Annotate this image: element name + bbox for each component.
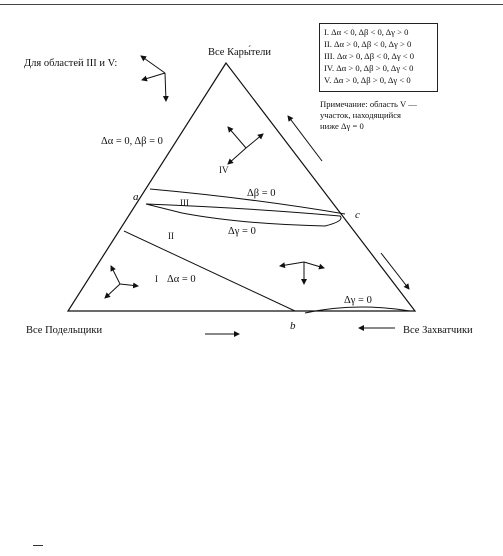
note-line-1: Примечание: область V — xyxy=(320,99,417,109)
condition-outer: Δα = 0, Δβ = 0 xyxy=(101,136,163,147)
vertex-label-top: Все Кары́тели xyxy=(208,47,272,58)
legend-item-v: V. Δα > 0, Δβ > 0, Δγ < 0 xyxy=(324,75,411,85)
point-label-a: a xyxy=(133,191,139,203)
point-label-c: c xyxy=(355,209,360,221)
legend-item-iii: III. Δα > 0, Δβ < 0, Δγ < 0 xyxy=(324,51,415,61)
region-label-iii: III xyxy=(180,198,189,208)
side-note-regions: Для областей III и V: xyxy=(24,58,118,69)
vector-glyph-region-right xyxy=(280,262,324,284)
condition-alpha: Δα = 0 xyxy=(167,274,196,285)
region-label-iv: IV xyxy=(219,165,229,175)
vector-glyph-region-iv xyxy=(228,127,263,164)
point-label-b: b xyxy=(290,320,296,332)
condition-gamma-mid: Δγ = 0 xyxy=(228,226,256,237)
condition-gamma-bottom: Δγ = 0 xyxy=(344,295,372,306)
delta-alpha-line xyxy=(124,231,295,311)
legend-item-iv: IV. Δα > 0, Δβ > 0, Δγ < 0 xyxy=(324,63,414,73)
delta-gamma-curve xyxy=(146,204,341,226)
legend-item-i: I. Δα < 0, Δβ < 0, Δγ > 0 xyxy=(324,27,409,37)
delta-gamma-bottom-arc xyxy=(305,307,410,313)
vector-glyph-region-i xyxy=(105,266,138,298)
region-label-i: I xyxy=(155,274,158,284)
legend-item-ii: II. Δα > 0, Δβ < 0, Δγ > 0 xyxy=(324,39,412,49)
note-line-2: участок, находящийся xyxy=(320,110,401,120)
arrow-right-upper xyxy=(288,116,322,161)
condition-beta: Δβ = 0 xyxy=(247,188,276,199)
footer-mark xyxy=(33,545,43,546)
vertex-label-left: Все Подельщики xyxy=(26,325,103,336)
legend-box xyxy=(319,23,438,92)
vertex-label-right: Все Захватчики xyxy=(403,325,473,336)
vector-glyph-outside xyxy=(141,56,166,101)
region-label-ii: II xyxy=(168,231,174,241)
note-line-3: ниже Δγ = 0 xyxy=(320,121,364,131)
